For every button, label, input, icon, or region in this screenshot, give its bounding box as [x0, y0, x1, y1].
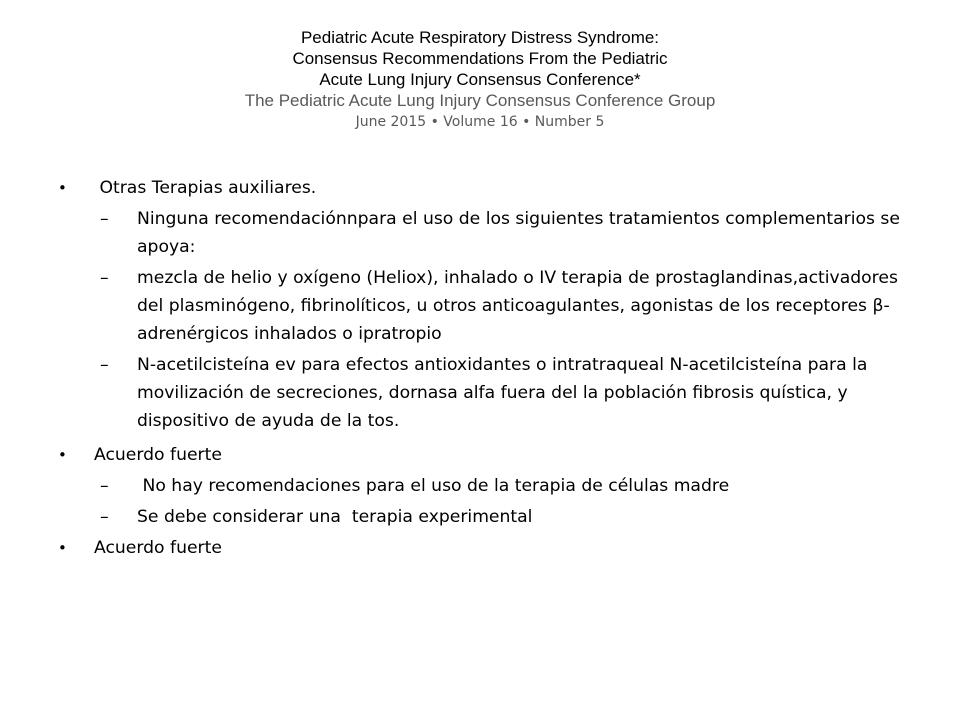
- title-line-2: Consensus Recommendations From the Pediatric: [292, 49, 668, 68]
- slide-body: [0, 174, 960, 562]
- author-group: The Pediatric Acute Lung Injury Consensus Conference Group: [244, 91, 716, 110]
- dash-icon: –: [100, 268, 109, 288]
- sub-item-text: mezcla de helio y oxígeno (Heliox), inhalado o IV terapia de prostaglandinas,activadores del plasminógeno, fibrinolíticos, u otros anticoagulantes, agonistas de los receptores β-adrenérgicos inhalados o ipratropio: [137, 268, 898, 344]
- title-line-1: Pediatric Acute Respiratory Distress Syndrome:: [300, 28, 660, 47]
- sub-item: [0, 503, 907, 531]
- sub-item: [0, 472, 907, 500]
- sub-item-text: Se debe considerar una terapia experimental: [137, 507, 533, 527]
- title-line-3: Acute Lung Injury Consensus Conference*: [319, 70, 641, 89]
- slide-header: [0, 27, 960, 133]
- bullet-text: Acuerdo fuerte: [94, 538, 222, 558]
- sub-item-text: Ninguna recomendaciónnpara el uso de los siguientes tratamientos complementarios se apoya:: [137, 209, 900, 257]
- dash-icon: –: [100, 355, 109, 375]
- bullet-text: Acuerdo fuerte: [94, 445, 222, 465]
- sub-item: [0, 205, 907, 261]
- sub-item: [0, 351, 907, 435]
- bullet-item: [0, 534, 894, 562]
- bullet-icon: •: [58, 446, 67, 464]
- dash-icon: –: [100, 209, 109, 229]
- sub-item-text: N-acetilcisteína ev para efectos antioxidantes o intratraqueal N-acetilcisteína para la movilización de secreciones, dornasa alfa fuera del la población fibrosis quística, y dispositivo de ayuda de la tos.: [137, 355, 868, 431]
- bullet-icon: •: [58, 179, 67, 197]
- bullet-text: Otras Terapias auxiliares.: [94, 178, 317, 198]
- journal-issue: June 2015 • Volume 16 • Number 5: [355, 114, 605, 130]
- bullet-item: [0, 441, 894, 469]
- bullet-icon: •: [58, 539, 67, 557]
- dash-icon: –: [100, 507, 109, 527]
- bullet-item: [0, 174, 894, 202]
- dash-icon: –: [100, 476, 109, 496]
- sub-item: [0, 264, 907, 348]
- sub-item-text: No hay recomendaciones para el uso de la terapia de células madre: [137, 476, 730, 496]
